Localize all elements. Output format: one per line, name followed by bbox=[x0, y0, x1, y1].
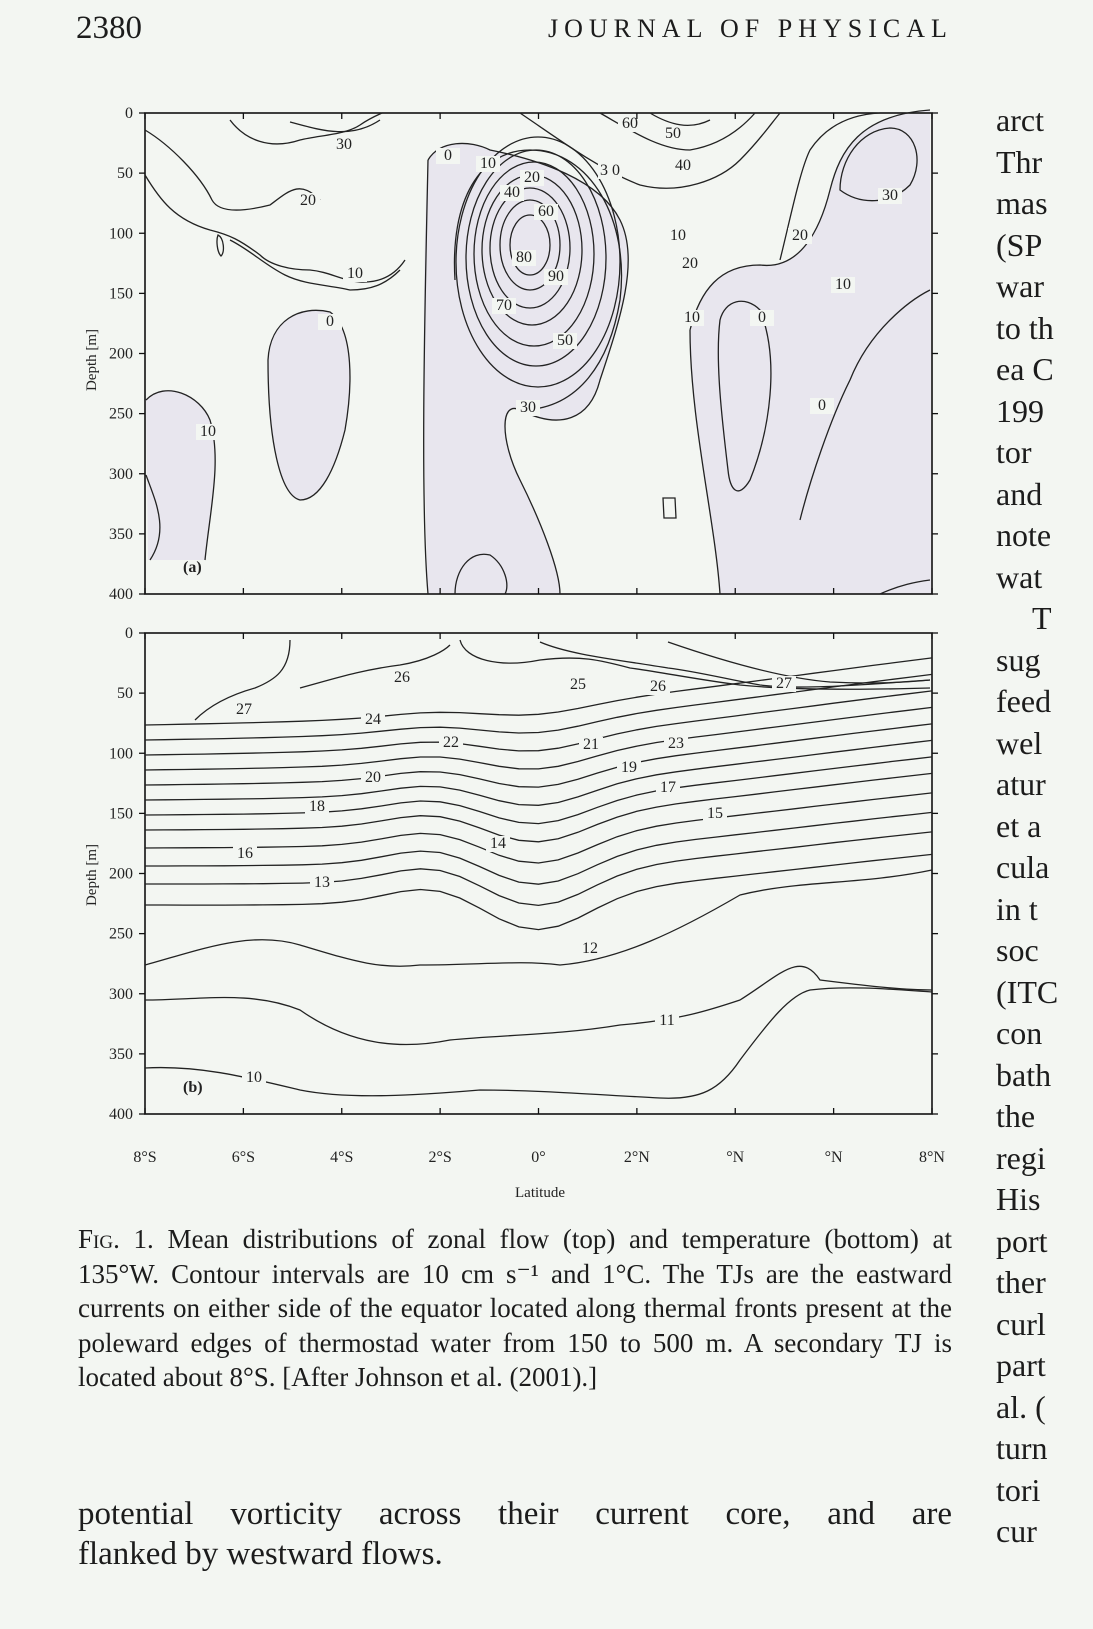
right-column-line: His bbox=[996, 1181, 1041, 1217]
right-column-line: arct bbox=[996, 102, 1044, 138]
figure-caption bbox=[78, 1222, 952, 1395]
contour-label: 10 bbox=[670, 227, 686, 244]
contour-label: 60 bbox=[622, 115, 638, 132]
contour-label: 40 bbox=[675, 157, 691, 174]
contour-label: 14 bbox=[490, 835, 506, 852]
body-text bbox=[78, 1494, 952, 1574]
x-tick-label: °N bbox=[726, 1149, 745, 1166]
right-column-line: atur bbox=[996, 766, 1046, 802]
contour-label: 26 bbox=[650, 678, 666, 695]
x-tick-label: 6°S bbox=[231, 1149, 256, 1166]
right-column-line: (SP bbox=[996, 226, 1043, 263]
y-tick-label: 300 bbox=[109, 985, 133, 1003]
caption-fig-label: Fig. 1. bbox=[78, 1224, 154, 1254]
contour-label: 23 bbox=[668, 735, 684, 752]
y-tick-label: 150 bbox=[109, 805, 133, 823]
right-column-line: cula bbox=[996, 849, 1050, 885]
contour-label: 18 bbox=[309, 798, 325, 815]
y-tick-label: 400 bbox=[109, 586, 133, 603]
contour-label: 90 bbox=[548, 268, 564, 285]
x-tick-label: 8°N bbox=[919, 1149, 945, 1166]
right-column-line: tor bbox=[996, 434, 1032, 470]
x-tick-label: 0° bbox=[531, 1149, 546, 1166]
y-tick-label: 100 bbox=[109, 745, 133, 763]
right-column-line: 199 bbox=[996, 392, 1044, 429]
y-tick-label: 50 bbox=[117, 165, 133, 183]
contour-label: 0 bbox=[758, 309, 766, 326]
contour-label: 20 bbox=[682, 255, 698, 272]
contour-label: 40 bbox=[504, 184, 520, 201]
contour-label: 21 bbox=[583, 736, 599, 753]
contour-label: 10 bbox=[246, 1069, 262, 1086]
y-tick-label: 150 bbox=[109, 285, 133, 303]
isotherm bbox=[145, 832, 932, 906]
right-column-line: wat bbox=[996, 558, 1043, 595]
contour-label: 15 bbox=[707, 805, 723, 822]
panel-b bbox=[109, 625, 945, 1166]
contour-label: 50 bbox=[665, 125, 681, 142]
contour-label: 30 bbox=[882, 187, 898, 204]
y-tick-label: 350 bbox=[109, 525, 133, 543]
contour-label: 27 bbox=[776, 675, 792, 692]
contour-label: 13 bbox=[314, 874, 330, 891]
right-column-line: turn bbox=[996, 1430, 1048, 1466]
body-line-2: flanked by westward flows. bbox=[78, 1536, 443, 1572]
contour-label: 11 bbox=[659, 1012, 675, 1029]
y-tick-label: 200 bbox=[109, 865, 133, 883]
contour-label: 10 bbox=[347, 265, 363, 282]
right-column-line: part bbox=[996, 1347, 1046, 1383]
right-column-line: (ITC bbox=[996, 973, 1059, 1010]
right-column-line: sug bbox=[996, 641, 1041, 678]
right-column-line: T bbox=[1032, 600, 1052, 636]
contour-label: 60 bbox=[538, 203, 554, 220]
right-column-line: ther bbox=[996, 1264, 1046, 1300]
body-line-1: potential vorticity across their current core, and are bbox=[78, 1496, 952, 1532]
y-tick-label: 300 bbox=[109, 465, 133, 483]
contour-label: 10 bbox=[200, 423, 216, 440]
right-column-line: and bbox=[996, 475, 1043, 512]
x-axis-label: Latitude bbox=[515, 1185, 565, 1201]
contour-label: 0 bbox=[444, 147, 452, 164]
right-column-line: feed bbox=[996, 683, 1052, 719]
right-column-line: in t bbox=[996, 890, 1038, 927]
y-tick-label: 0 bbox=[125, 625, 133, 642]
contour-label: 0 bbox=[818, 397, 826, 414]
contour-label: 20 bbox=[792, 227, 808, 244]
caption-text: Mean distributions of zonal flow (top) and temperature (bottom) at 135°W. Contour intervals are 10 cm s⁻¹ and 1°C. The TJs are the eastward currents on either side of the equator located along thermal fronts present at the poleward edges of thermostad water from 150 to 500 m. A secondary TJ is located about 8°S. [After Johnson et al. (2001).] bbox=[78, 1224, 952, 1392]
contour-label: 20 bbox=[524, 169, 540, 186]
contour-label: 17 bbox=[660, 779, 676, 796]
contour-label: 30 bbox=[336, 136, 352, 153]
right-column-line: port bbox=[996, 1222, 1048, 1259]
y-tick-label: 100 bbox=[109, 225, 133, 243]
right-column-line: to th bbox=[996, 309, 1054, 346]
y-axis-label-b: Depth [m] bbox=[84, 843, 100, 907]
contour-label: 12 bbox=[582, 940, 598, 957]
contour-label: 10 bbox=[684, 309, 700, 326]
right-column-line: note bbox=[996, 517, 1052, 553]
right-column-line: wel bbox=[996, 724, 1043, 761]
right-column-line: ea C bbox=[996, 351, 1054, 387]
contour-label: 0 bbox=[326, 313, 334, 330]
right-column-line: cur bbox=[996, 1513, 1037, 1549]
isotherm bbox=[145, 724, 932, 787]
contour-label: 19 bbox=[621, 759, 637, 776]
y-tick-label: 350 bbox=[109, 1045, 133, 1063]
y-tick-label: 0 bbox=[125, 105, 133, 122]
y-tick-label: 400 bbox=[109, 1106, 133, 1123]
right-column-line: war bbox=[996, 268, 1044, 304]
y-tick-label: 50 bbox=[117, 685, 133, 703]
contour-label: 50 bbox=[557, 332, 573, 349]
right-column-line: Thr bbox=[996, 143, 1043, 180]
right-column-line: tori bbox=[996, 1471, 1041, 1508]
contour-label: 16 bbox=[237, 845, 253, 862]
right-column-line: the bbox=[996, 1098, 1036, 1134]
contour-label: 27 bbox=[236, 701, 252, 718]
right-column-line: curl bbox=[996, 1305, 1046, 1342]
isotherm bbox=[145, 757, 932, 824]
contour-label: 20 bbox=[365, 769, 381, 786]
contour-label: 10 bbox=[835, 276, 851, 293]
contour-label: 25 bbox=[570, 676, 586, 693]
contour-label: 22 bbox=[443, 734, 459, 751]
right-column-line: bath bbox=[996, 1056, 1052, 1093]
contour-label: 3 0 bbox=[600, 162, 620, 179]
contour-label: 24 bbox=[365, 711, 381, 728]
running-head: JOURNAL OF PHYSICAL bbox=[548, 14, 953, 43]
right-column-text bbox=[996, 100, 1058, 1553]
right-column-line: et a bbox=[996, 807, 1042, 844]
x-tick-label: 4°S bbox=[330, 1149, 354, 1166]
right-column-line: soc bbox=[996, 932, 1039, 968]
x-tick-label: 2°S bbox=[428, 1149, 452, 1166]
x-tick-label: 8°S bbox=[133, 1149, 157, 1166]
panel-b-label: (b) bbox=[183, 1079, 203, 1096]
x-tick-label: 2°N bbox=[623, 1149, 650, 1166]
right-column-line: regi bbox=[996, 1139, 1046, 1176]
contour-label: 80 bbox=[516, 249, 532, 266]
y-tick-label: 200 bbox=[109, 345, 133, 363]
x-tick-label: °N bbox=[824, 1149, 843, 1166]
page-number: 2380 bbox=[76, 10, 142, 46]
panel-a bbox=[109, 105, 938, 603]
contour-label: 30 bbox=[520, 399, 536, 416]
panel-a-label: (a) bbox=[183, 559, 202, 576]
right-column-line: con bbox=[996, 1015, 1043, 1051]
contour-label: 26 bbox=[394, 669, 410, 686]
figure-1 bbox=[0, 95, 980, 1210]
isotherm bbox=[145, 793, 932, 863]
contour-label: 70 bbox=[496, 297, 512, 314]
right-column-line: al. ( bbox=[996, 1388, 1046, 1425]
y-tick-label: 250 bbox=[109, 925, 133, 943]
y-tick-label: 250 bbox=[109, 405, 133, 423]
isotherm bbox=[145, 658, 932, 725]
contour-label: 20 bbox=[300, 192, 316, 209]
contour-label: 10 bbox=[480, 155, 496, 172]
right-column-line: mas bbox=[996, 185, 1048, 221]
y-axis-label-a: Depth [m] bbox=[84, 328, 100, 392]
isotherm-11 bbox=[145, 966, 932, 1044]
